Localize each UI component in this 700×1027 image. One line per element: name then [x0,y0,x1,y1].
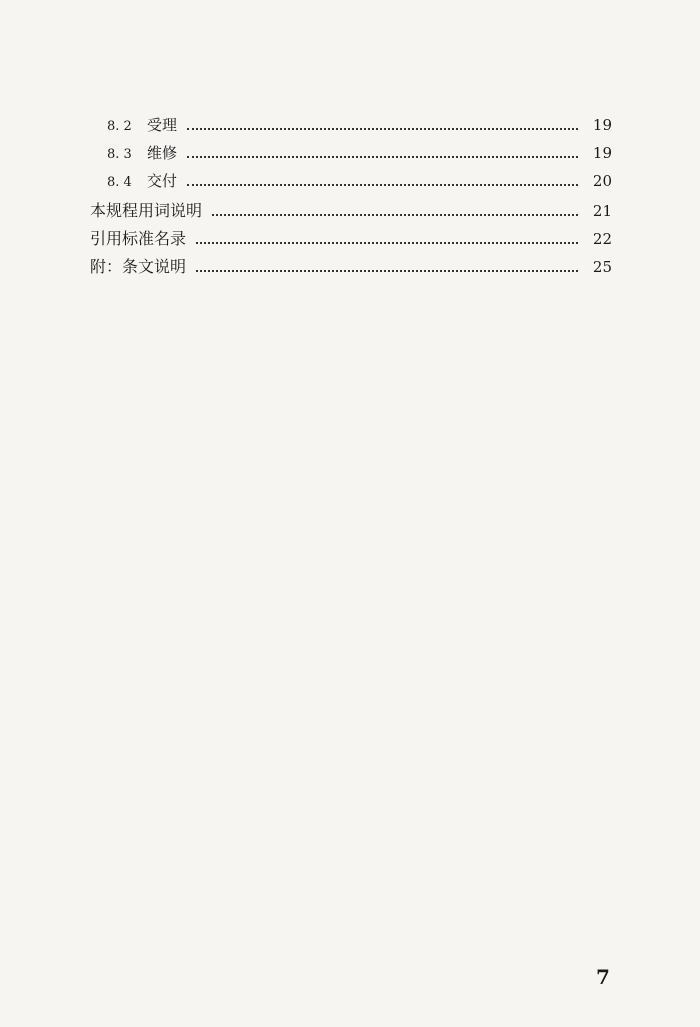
toc-entry-page: 21 [592,202,612,220]
toc-entry-title: 维修 [147,144,178,162]
dot-leader [196,241,578,244]
toc-entry-number: 8. 4 [107,175,132,190]
dot-leader [212,213,578,216]
toc-entry-number: 8. 2 [107,119,132,134]
toc-entry-title: 交付 [147,172,178,190]
toc-entry-title: 受理 [147,116,178,134]
dot-leader [187,155,578,158]
toc-entry-8-3[interactable] [107,142,612,168]
toc-entry-page: 19 [592,116,612,134]
toc-entry-page: 22 [592,230,612,248]
dot-leader [187,127,578,130]
toc-entry-title: 附：条文说明 [90,257,187,276]
toc-entry-wording-explanation[interactable] [90,198,612,224]
toc-entry-title: 引用标准名录 [90,229,187,248]
page-number: 7 [596,965,610,989]
toc-entry-number: 8. 3 [107,147,132,162]
toc-entry-title: 本规程用词说明 [90,201,203,220]
dot-leader [187,183,578,186]
toc-entry-page: 20 [592,172,612,190]
toc-entry-8-4[interactable] [107,170,612,196]
toc-entry-clause-explanation[interactable] [90,254,612,280]
toc-entry-page: 19 [592,144,612,162]
toc-entry-normative-standards[interactable] [90,226,612,252]
toc-entry-page: 25 [592,258,612,276]
dot-leader [196,269,578,272]
toc-entry-8-2[interactable] [107,114,612,140]
